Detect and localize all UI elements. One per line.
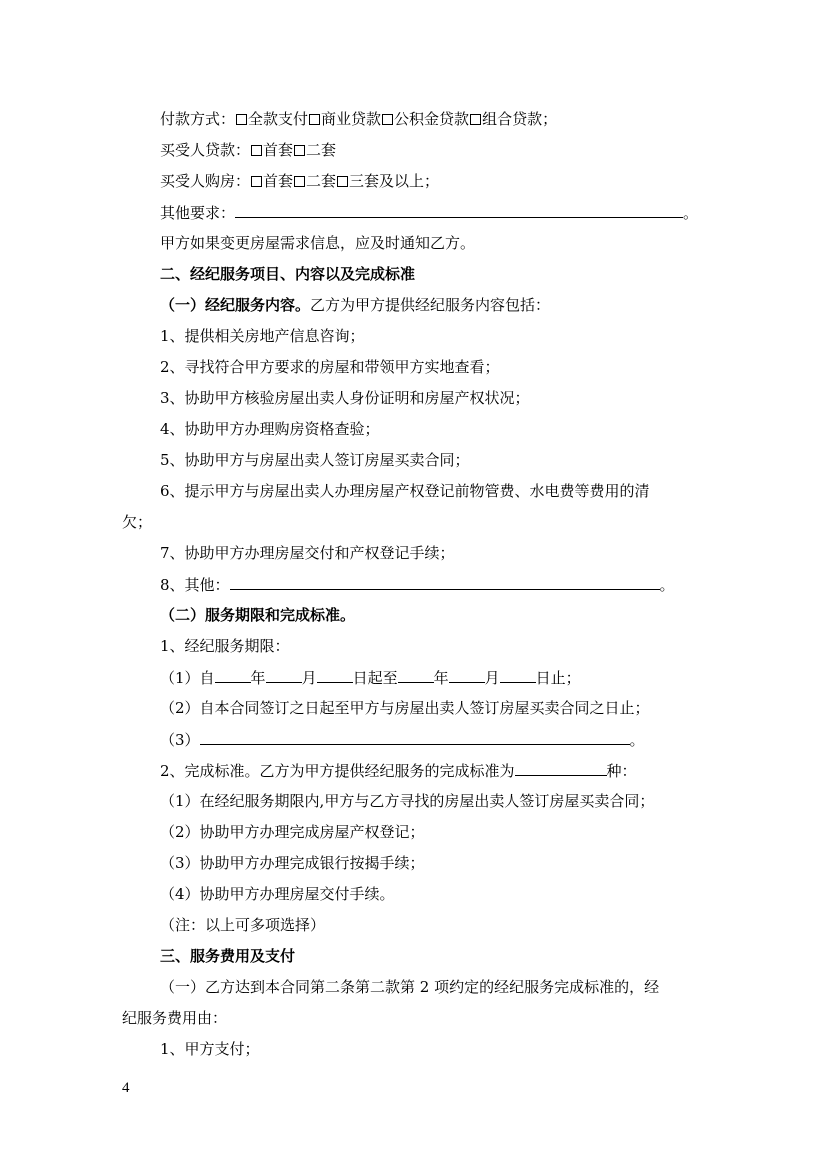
standard-item: （3）协助甲方办理完成银行按揭手续； [160, 854, 425, 872]
checkbox[interactable] [470, 114, 481, 125]
item-8-other: 8、其他： 。 [160, 576, 675, 594]
checkbox[interactable] [251, 176, 262, 187]
year-field[interactable] [398, 667, 434, 683]
blank-field[interactable] [200, 729, 630, 745]
checkbox[interactable] [309, 114, 320, 125]
list-item: 2、寻找符合甲方要求的房屋和带领甲方实地查看； [160, 358, 500, 376]
day-field[interactable] [317, 667, 353, 683]
section-2-part-2-title: （二）服务期限和完成标准。 [160, 606, 356, 624]
blank-field[interactable] [230, 574, 660, 590]
section-3-text: （一）乙方达到本合同第二条第二款第 2 项约定的经纪服务完成标准的，经 [160, 978, 660, 996]
standard-item: （1）在经纪服务期限内,甲方与乙方寻找的房屋出卖人签订房屋买卖合同； [160, 792, 655, 810]
purchase-line: 买受人购房： 首套 二套 三套及以上； [160, 172, 440, 190]
checkbox[interactable] [294, 145, 305, 156]
checkbox[interactable] [337, 176, 348, 187]
service-period-label: 1、经纪服务期限： [160, 637, 290, 655]
payment-line: 付款方式： 全款支付 商业贷款 公积金贷款 组合贷款； [160, 110, 558, 128]
section-2-title: 二、经纪服务项目、内容以及完成标准 [160, 265, 416, 283]
checkbox[interactable] [382, 114, 393, 125]
checkbox[interactable] [294, 176, 305, 187]
checkbox[interactable] [236, 114, 247, 125]
standard-item: （2）协助甲方办理完成房屋产权登记； [160, 823, 425, 841]
loan-line: 买受人贷款： 首套 二套 [160, 141, 337, 159]
blank-field[interactable] [515, 760, 607, 776]
month-field[interactable] [449, 667, 485, 683]
list-item: 1、提供相关房地产信息咨询； [160, 327, 365, 345]
list-item: 4、协助甲方办理购房资格查验； [160, 420, 380, 438]
section-3-text-continuation: 纪服务费用由： [122, 1009, 228, 1027]
blank-field[interactable] [235, 202, 683, 218]
list-item: 1、甲方支付； [160, 1040, 260, 1058]
section-3-title: 三、服务费用及支付 [160, 947, 296, 965]
list-item: 7、协助甲方办理房屋交付和产权登记手续； [160, 544, 455, 562]
section-2-part-1: （一）经纪服务内容。乙方为甲方提供经纪服务内容包括： [160, 296, 551, 314]
year-field[interactable] [215, 667, 251, 683]
list-item: 6、提示甲方与房屋出卖人办理房屋产权登记前物管费、水电费等费用的清 [160, 482, 650, 500]
month-field[interactable] [266, 667, 302, 683]
notify-text: 甲方如果变更房屋需求信息，应及时通知乙方。 [160, 234, 476, 252]
period-option-1: （1）自 年 月 日起至 年 月 日止； [160, 669, 581, 687]
period-option-2: （2）自本合同签订之日起至甲方与房屋出卖人签订房屋买卖合同之日止； [160, 699, 650, 717]
standard-item: （4）协助甲方办理房屋交付手续。 [160, 885, 395, 903]
list-item: 3、协助甲方核验房屋出卖人身份证明和房屋产权状况； [160, 389, 530, 407]
day-field[interactable] [500, 667, 536, 683]
page-number: 4 [122, 1080, 130, 1096]
other-requirements-line: 其他要求： 。 [160, 204, 699, 222]
completion-standard: 2、完成标准。乙方为甲方提供经纪服务的完成标准为 种： [160, 762, 637, 780]
period-option-3: （3） 。 [160, 731, 645, 749]
checkbox[interactable] [251, 145, 262, 156]
list-item-continuation: 欠； [122, 513, 153, 531]
note: （注：以上可多项选择） [160, 916, 326, 934]
list-item: 5、协助甲方与房屋出卖人签订房屋买卖合同； [160, 451, 470, 469]
